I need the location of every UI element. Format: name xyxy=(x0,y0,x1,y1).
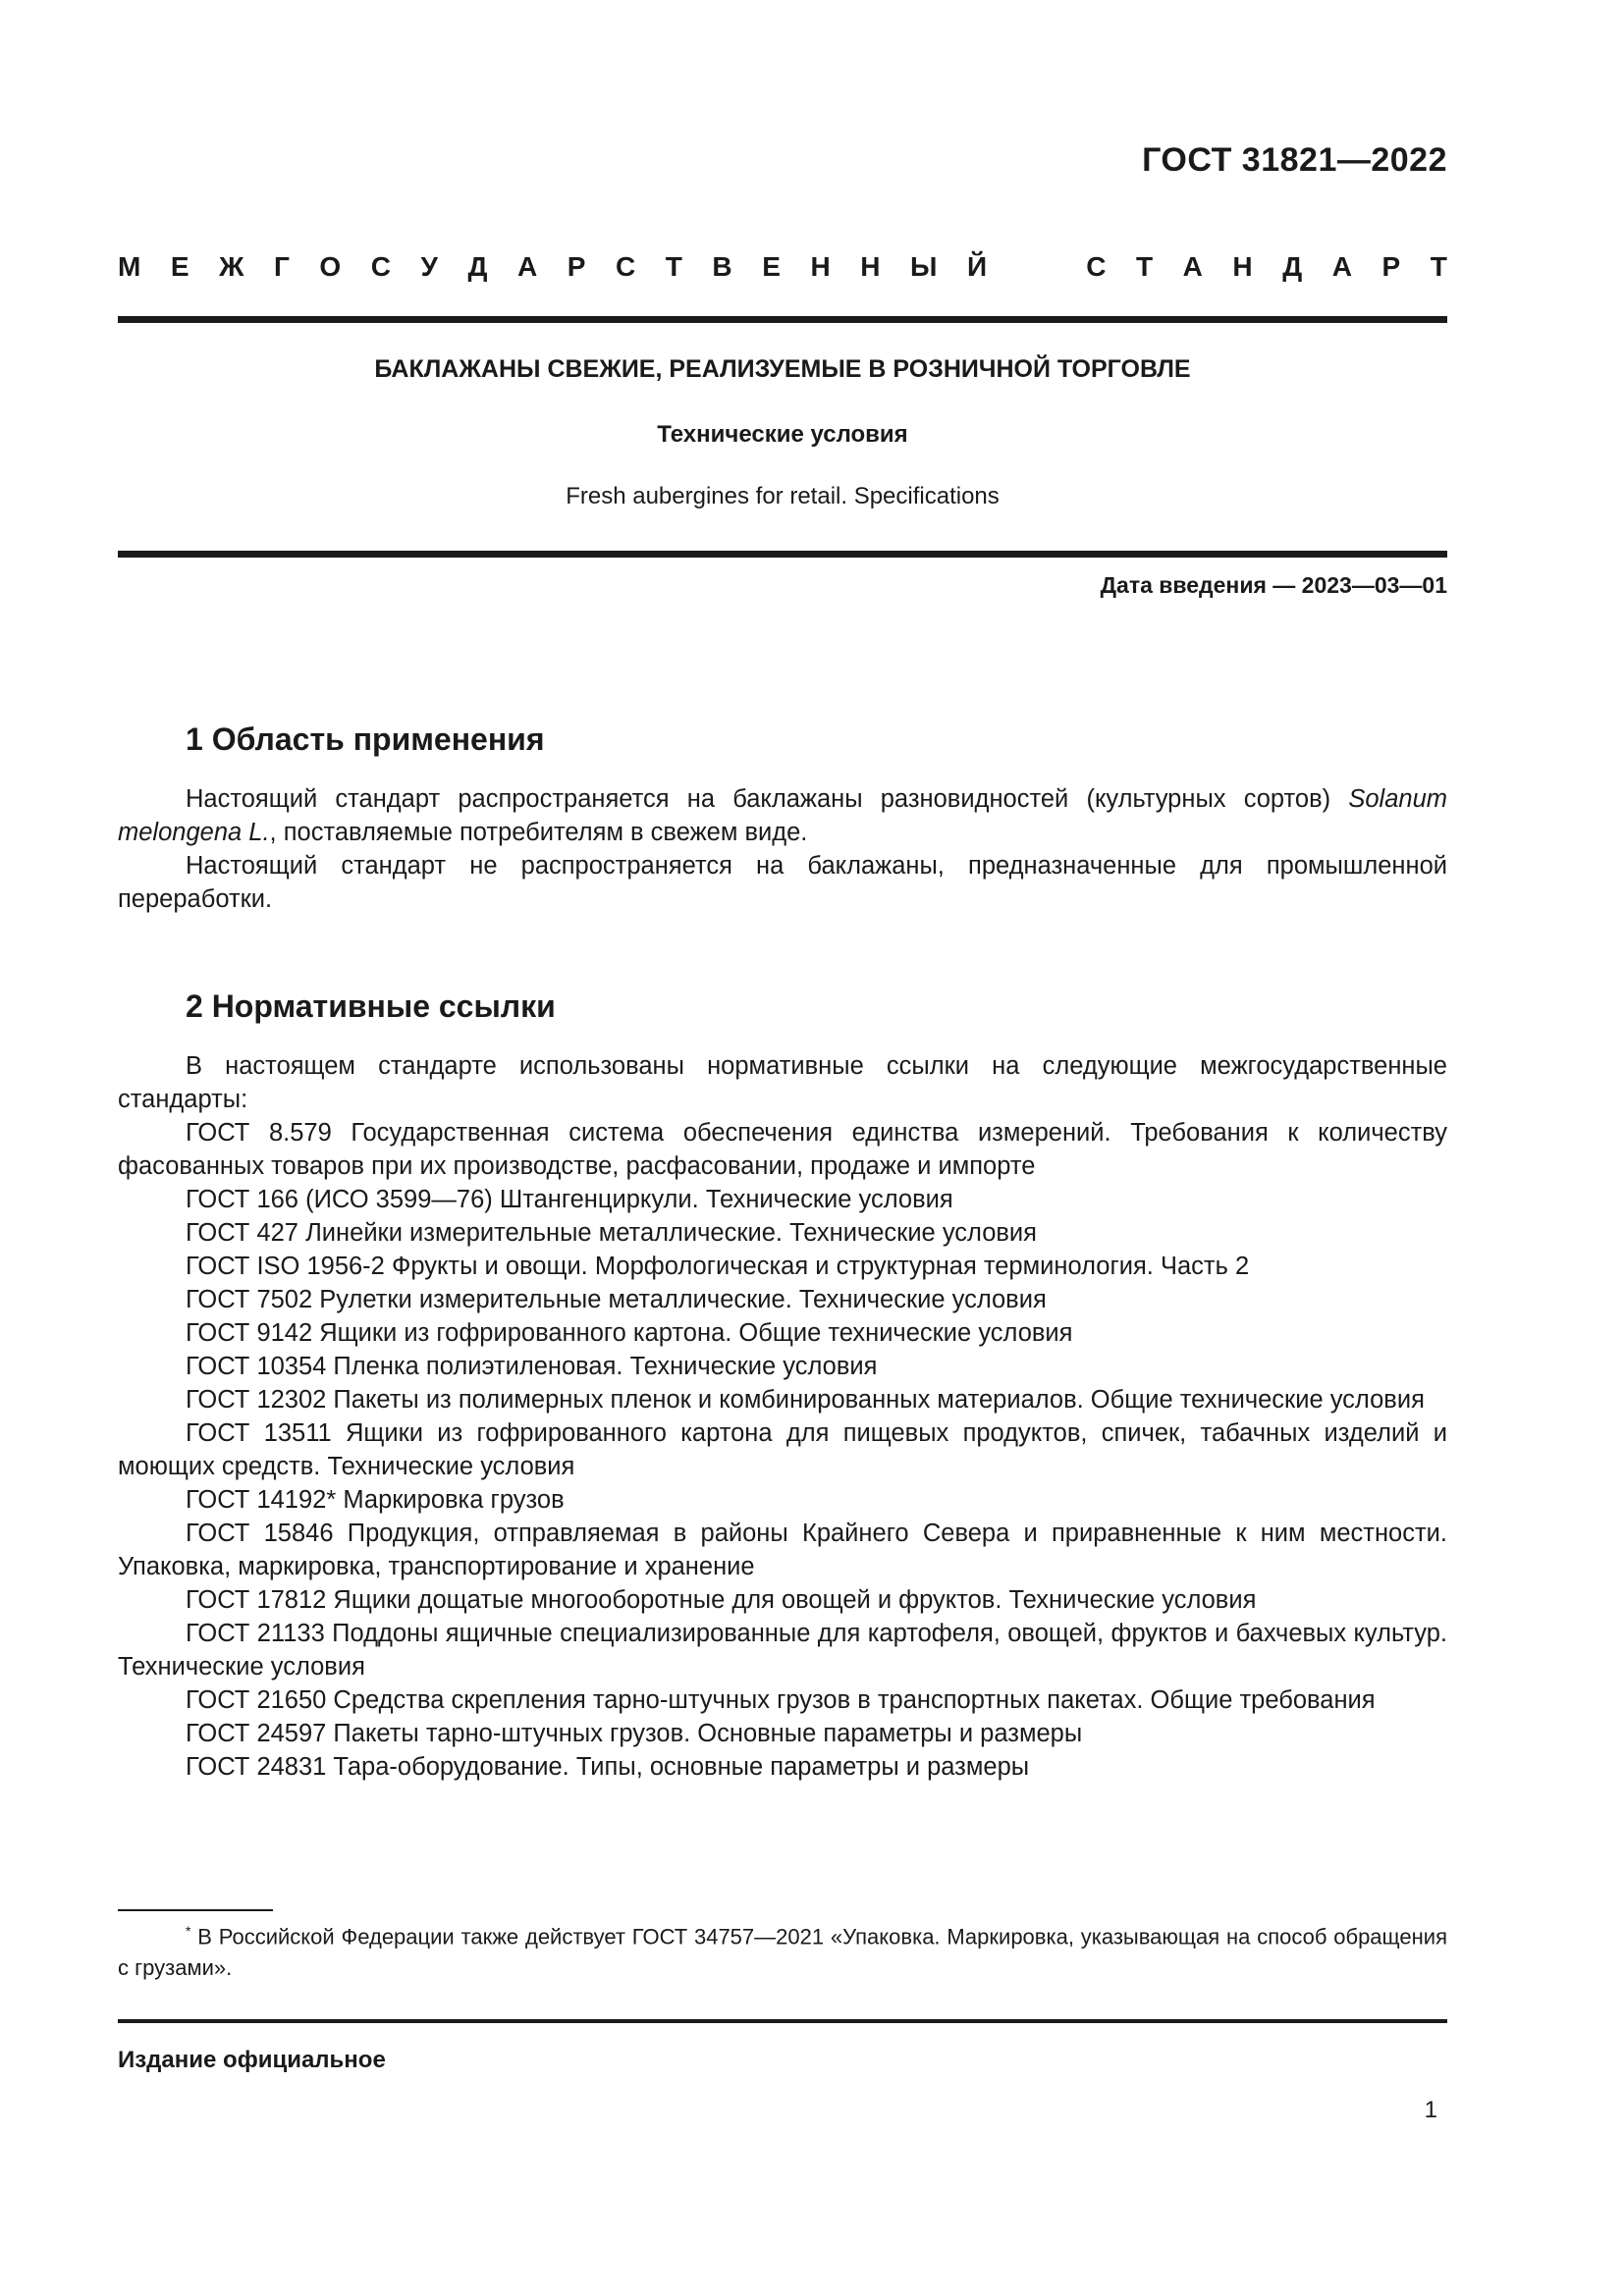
reference-list xyxy=(118,1116,1447,1784)
heading-letter: Й xyxy=(966,251,988,282)
heading-letter: О xyxy=(319,251,342,282)
reference-item: ГОСТ 7502 Рулетки измерительные металлические. Технические условия xyxy=(186,1286,1047,1313)
heading-letter: В xyxy=(712,251,732,282)
footnote-marker: * xyxy=(186,1923,191,1939)
standard-number: ГОСТ 31821—2022 xyxy=(1142,141,1447,179)
section-2-intro: В настоящем стандарте использованы нормативные ссылки на следующие межгосударственные стандарты: xyxy=(118,1052,1447,1113)
reference-item: ГОСТ 166 (ИСО 3599—76) Штангенциркули. Технические условия xyxy=(186,1186,953,1213)
section-1-p1-tail: , поставляемые потребителям в свежем виде. xyxy=(269,819,808,846)
heading-letter: У xyxy=(420,251,438,282)
standard-kind-heading xyxy=(118,251,1447,283)
heading-letter: М xyxy=(118,251,141,282)
footnote-text-line xyxy=(118,1915,1447,1984)
heading-letter: Ы xyxy=(910,251,938,282)
footnote-text: В Российской Федерации также действует ГОСТ 34757—2021 «Упаковка. Маркировка, указывающая на способ обращения с грузами». xyxy=(118,1924,1447,1981)
heading-letter: Д xyxy=(1282,251,1303,282)
heading-letter: Г xyxy=(273,251,290,282)
reference-item: ГОСТ 9142 Ящики из гофрированного картона. Общие технические условия xyxy=(186,1319,1073,1347)
section-1-body xyxy=(118,782,1447,916)
footer-rule xyxy=(118,2019,1447,2023)
reference-item: ГОСТ 12302 Пакеты из полимерных пленок и комбинированных материалов. Общие технические условия xyxy=(186,1386,1425,1414)
section-1-paragraph-2: Настоящий стандарт не распространяется на баклажаны, предназначенные для промышленной переработки. xyxy=(118,852,1447,913)
reference-item: ГОСТ 15846 Продукция, отправляемая в районы Крайнего Севера и приравненные к ним местности. Упаковка, маркировка, транспортирование и хранение xyxy=(118,1520,1447,1580)
section-1-p1-text: Настоящий стандарт распространяется на баклажаны разновидностей (культурных сортов) xyxy=(186,785,1349,813)
header-rule-bottom xyxy=(118,551,1447,558)
species-name: Solanum melongena L. xyxy=(118,785,1447,846)
reference-item: ГОСТ 17812 Ящики дощатые многооборотные для овощей и фруктов. Технические условия xyxy=(186,1586,1257,1614)
heading-letter: Е xyxy=(170,251,189,282)
heading-letter: Т xyxy=(665,251,682,282)
heading-letter: С xyxy=(370,251,391,282)
reference-item: ГОСТ 21650 Средства скрепления тарно-штучных грузов в транспортных пакетах. Общие требования xyxy=(186,1686,1376,1714)
document-title-en: Fresh aubergines for retail. Specifications xyxy=(566,483,1000,509)
reference-item: ГОСТ 21133 Поддоны ящичные специализированные для картофеля, овощей, фруктов и бахчевых культур. Технические условия xyxy=(118,1620,1447,1681)
section-2-heading: 2 Нормативные ссылки xyxy=(186,988,556,1024)
introduction-date: Дата введения — 2023—03—01 xyxy=(1100,572,1447,598)
section-1-heading: 1 Область применения xyxy=(186,721,545,757)
reference-item: ГОСТ 8.579 Государственная система обеспечения единства измерений. Требования к количеству фасованных товаров при их производстве, расфасовании, продаже и импорте xyxy=(118,1119,1447,1180)
reference-item: ГОСТ 13511 Ящики из гофрированного картона для пищевых продуктов, спичек, табачных изделий и моющих средств. Технические условия xyxy=(118,1419,1447,1480)
reference-item: ГОСТ 10354 Пленка полиэтиленовая. Технические условия xyxy=(186,1353,878,1380)
heading-letter: Н xyxy=(1232,251,1253,282)
reference-item: ГОСТ 14192* Маркировка грузов xyxy=(186,1486,565,1514)
heading-letter: Ж xyxy=(219,251,244,282)
page-number: 1 xyxy=(1424,2097,1437,2123)
heading-letter: Т xyxy=(1430,251,1447,282)
heading-letter: Е xyxy=(762,251,781,282)
heading-letter: Н xyxy=(810,251,831,282)
heading-gap xyxy=(1017,251,1056,283)
heading-letter: А xyxy=(1331,251,1352,282)
heading-letter: С xyxy=(615,251,636,282)
section-1-paragraph-1 xyxy=(118,782,1447,849)
reference-item: ГОСТ 24831 Тара-оборудование. Типы, основные параметры и размеры xyxy=(186,1753,1030,1781)
reference-item: ГОСТ 24597 Пакеты тарно-штучных грузов. Основные параметры и размеры xyxy=(186,1720,1083,1747)
footnote xyxy=(118,1915,1447,1984)
reference-item: ГОСТ ISO 1956-2 Фрукты и овощи. Морфологическая и структурная терминология. Часть 2 xyxy=(186,1253,1250,1280)
heading-letter: А xyxy=(1182,251,1203,282)
heading-letter: Д xyxy=(467,251,488,282)
document-title-ru: БАКЛАЖАНЫ СВЕЖИЕ, РЕАЛИЗУЕМЫЕ В РОЗНИЧНОЙ ТОРГОВЛЕ xyxy=(374,355,1191,383)
footnote-separator xyxy=(118,1909,273,1911)
header-rule-top xyxy=(118,316,1447,323)
heading-letter: Т xyxy=(1135,251,1154,282)
heading-letter: С xyxy=(1086,251,1107,282)
heading-letter: А xyxy=(516,251,538,282)
document-subtitle-ru: Технические условия xyxy=(657,421,908,448)
heading-letter: Р xyxy=(567,251,586,282)
heading-letter: Н xyxy=(860,251,881,282)
heading-letter: Р xyxy=(1381,251,1401,282)
edition-label: Издание официальное xyxy=(118,2047,386,2073)
reference-item: ГОСТ 427 Линейки измерительные металлические. Технические условия xyxy=(186,1219,1037,1247)
section-2-body xyxy=(118,1049,1447,1784)
